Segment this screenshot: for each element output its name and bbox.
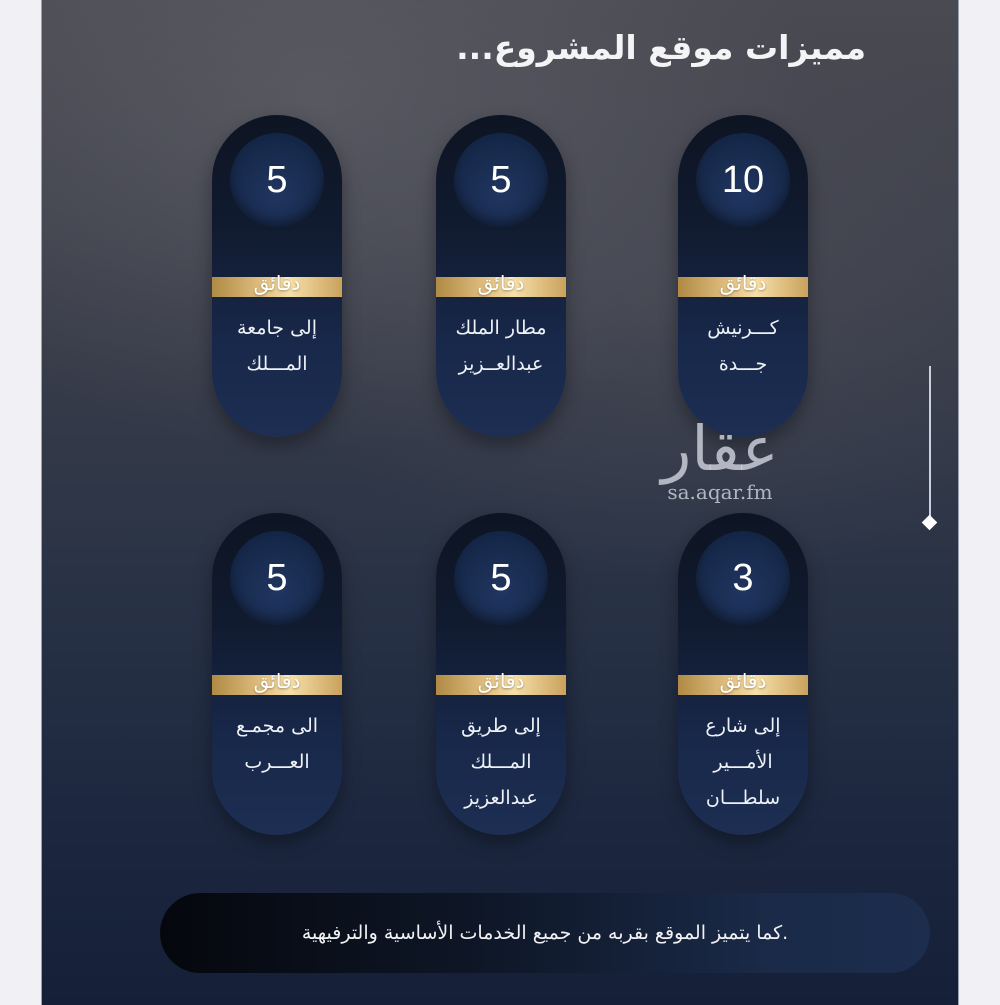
destination-line: سلطـــان <box>705 787 781 809</box>
feature-card-airport <box>436 115 566 437</box>
destination-line: الى مجمـع <box>235 715 319 737</box>
minutes-number: 3 <box>732 556 754 599</box>
poster <box>42 0 958 1005</box>
destination-label <box>444 708 558 816</box>
minutes-number: 5 <box>490 158 512 201</box>
watermark-url: sa.aqar.fm <box>667 480 773 504</box>
minutes-label: دقائق <box>253 271 301 295</box>
destination-label <box>444 310 558 382</box>
feature-card-arab-mall <box>212 513 342 835</box>
feature-card-university <box>212 115 342 437</box>
minutes-number: 5 <box>266 556 288 599</box>
aqar-watermark <box>640 412 800 504</box>
destination-line: المـــلك <box>470 751 532 773</box>
destination-line: العـــرب <box>244 751 310 773</box>
minutes-number: 5 <box>266 158 288 201</box>
destination-label <box>686 310 800 382</box>
number-circle <box>454 531 548 625</box>
diamond-icon <box>922 515 938 531</box>
destination-line: عبدالعزيز <box>464 787 538 809</box>
minutes-label: دقائق <box>719 271 767 295</box>
watermark-arabic: عقار <box>661 412 779 485</box>
footer-banner <box>160 893 930 973</box>
number-circle <box>230 133 324 227</box>
feature-card-prince-sultan-street <box>678 513 808 835</box>
minutes-label: دقائق <box>253 669 301 693</box>
destination-line: كـــرنيش <box>707 317 779 339</box>
destination-line: إلى شارع <box>705 715 781 737</box>
number-circle <box>454 133 548 227</box>
destination-line: عبدالعــزيز <box>458 353 544 375</box>
right-border <box>958 0 959 1005</box>
destination-line: إلى طريق <box>461 715 541 737</box>
minutes-label: دقائق <box>477 669 525 693</box>
number-circle <box>230 531 324 625</box>
destination-line: المـــلك <box>246 353 308 375</box>
destination-label <box>220 310 334 382</box>
destination-line: جـــدة <box>718 353 768 375</box>
minutes-label: دقائق <box>719 669 767 693</box>
destination-label <box>220 708 334 780</box>
destination-line: الأمـــير <box>713 751 773 773</box>
feature-card-corniche <box>678 115 808 437</box>
feature-card-king-abdulaziz-road <box>436 513 566 835</box>
minutes-number: 5 <box>490 556 512 599</box>
destination-line: إلى جامعة <box>236 317 317 339</box>
number-circle <box>696 133 790 227</box>
page-title: مميزات موقع المشروع... <box>456 28 866 67</box>
destination-line: مطار الملك <box>455 317 547 339</box>
number-circle <box>696 531 790 625</box>
minutes-label: دقائق <box>477 271 525 295</box>
minutes-number: 10 <box>721 158 765 201</box>
footer-text: .كما يتميز الموقع بقربه من جميع الخدمات الأساسية والترفيهية <box>301 922 789 944</box>
timeline-line <box>929 366 931 516</box>
destination-label <box>686 708 800 816</box>
